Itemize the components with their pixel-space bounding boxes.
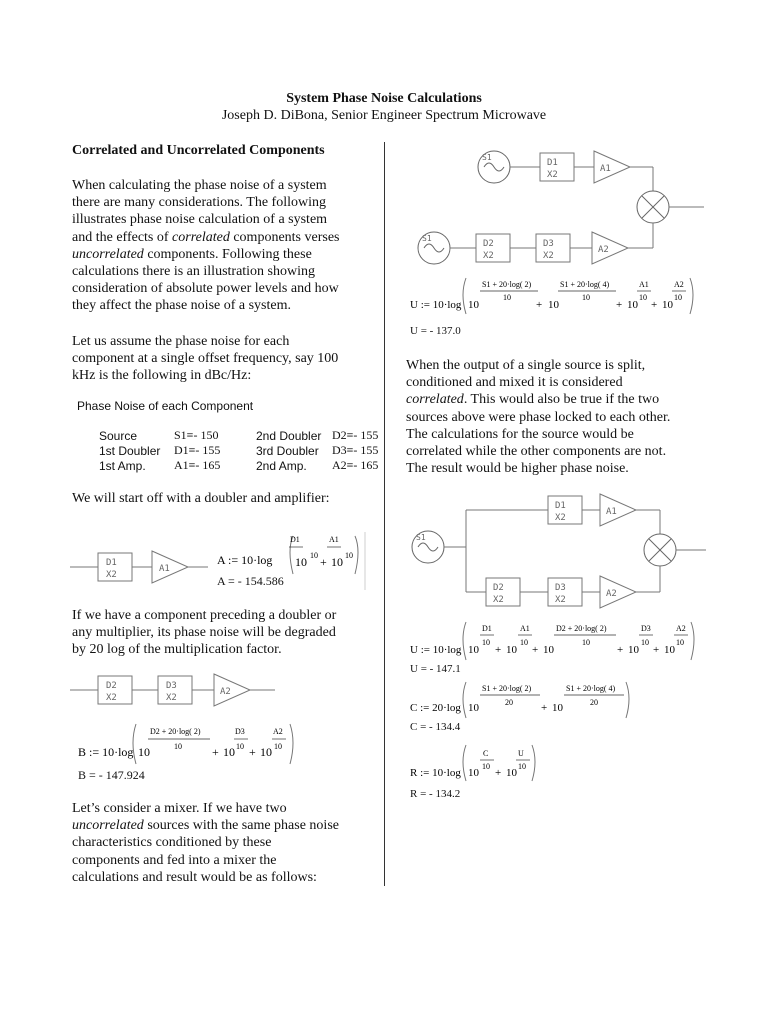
svg-text:S1: S1 (422, 234, 432, 243)
svg-text:10: 10 (138, 745, 150, 759)
svg-text:X2: X2 (543, 251, 554, 261)
svg-text:10: 10 (676, 638, 684, 647)
svg-text:D1: D1 (555, 501, 566, 511)
svg-text:D3: D3 (555, 583, 566, 593)
svg-text:S1 + 20·log( 2): S1 + 20·log( 2) (482, 280, 532, 289)
svg-text:10: 10 (331, 555, 343, 569)
svg-text:D3: D3 (641, 624, 651, 633)
svg-text:10: 10 (236, 742, 244, 751)
diagram-uncorrelated-sources (410, 145, 710, 270)
svg-text:10: 10 (520, 638, 528, 647)
svg-text:+: + (320, 555, 327, 569)
svg-text:10: 10 (310, 551, 318, 560)
table-row: Source S1≡- 150 2nd Doubler D2≡- 155 (99, 428, 379, 443)
svg-text:10: 10 (641, 638, 649, 647)
svg-text:D1: D1 (106, 558, 117, 568)
svg-text:+: + (541, 702, 548, 714)
diagram-d2-d3-a2 (70, 672, 280, 712)
svg-text:U := 10·log: U := 10·log (410, 299, 462, 311)
svg-text:X2: X2 (547, 170, 558, 180)
svg-text:10: 10 (543, 644, 554, 656)
svg-text:D3: D3 (543, 239, 554, 249)
equation-u2-result: U = - 147.1 (410, 663, 461, 675)
svg-text:A1: A1 (639, 280, 649, 289)
svg-text:X2: X2 (483, 251, 494, 261)
svg-text:C: C (483, 749, 489, 758)
svg-text:10: 10 (506, 767, 517, 779)
equation-c-graphic (410, 680, 640, 720)
equation-b (78, 722, 308, 773)
svg-text:S1: S1 (416, 533, 426, 542)
svg-text:S1 + 20·log( 4): S1 + 20·log( 4) (566, 684, 616, 693)
svg-text:10: 10 (662, 299, 673, 311)
svg-text:+: + (495, 767, 502, 779)
svg-text:D2: D2 (106, 681, 117, 691)
svg-text:10: 10 (345, 551, 353, 560)
svg-text:+: + (495, 644, 502, 656)
svg-text:C := 20·log: C := 20·log (410, 702, 461, 714)
svg-text:+: + (653, 644, 660, 656)
svg-text:10: 10 (223, 745, 235, 759)
equation-u-uncorrelated (410, 276, 700, 321)
svg-text:10: 10 (468, 702, 479, 714)
svg-text:10: 10 (295, 555, 307, 569)
svg-text:X2: X2 (555, 595, 566, 605)
svg-text:D1: D1 (290, 535, 300, 544)
svg-text:X2: X2 (555, 513, 566, 523)
svg-text:10: 10 (482, 638, 490, 647)
svg-text:20: 20 (505, 698, 513, 707)
assumption-paragraph: Let us assume the phase noise for each component at a single offset frequency, say 100 kHz is the following in dBc/Hz: (72, 334, 339, 384)
svg-text:B := 10·log: B := 10·log (78, 745, 134, 759)
diagram-doubler-amp (70, 545, 210, 589)
svg-text:X2: X2 (106, 693, 117, 703)
svg-text:A1: A1 (329, 535, 339, 544)
svg-text:A1: A1 (520, 624, 530, 633)
svg-text:10: 10 (468, 644, 479, 656)
intro-paragraph: When calculating the phase noise of a system there are many considerations. The following illustrates phase noise calculation of a system and the effects of correlated components verses uncorrelated components. Following these calculations there is an illustration showing consideration of absolute power levels and how they affect the phase noise of a system. (72, 178, 340, 314)
svg-text:10: 10 (548, 299, 559, 311)
svg-text:10: 10 (582, 638, 590, 647)
correlated-paragraph: When the output of a single source is split, conditioned and mixed it is considered correlated. This would also be true if the two sources above were phase locked to each other. The calculations for the source would be correlated while the other components are not. The result would be higher phase noise. (406, 358, 671, 477)
equation-b-result: B = - 147.924 (78, 768, 145, 782)
svg-text:R := 10·log: R := 10·log (410, 767, 461, 779)
startoff-text: We will start off with a doubler and amplifier: (72, 491, 330, 506)
page-author: Joseph D. DiBona, Senior Engineer Spectrum Microwave (221, 108, 547, 123)
svg-text:10: 10 (468, 767, 479, 779)
svg-text:+: + (212, 745, 219, 759)
mixer-paragraph: Let’s consider a mixer. If we have two uncorrelated sources with the same phase noise characteristics conditioned by these components and fed into a mixer the calculations and result would be as follows: (72, 801, 339, 885)
phase-noise-table (99, 428, 378, 473)
equation-r-graphic (410, 743, 550, 783)
svg-text:X2: X2 (166, 693, 177, 703)
svg-text:D3: D3 (166, 681, 177, 691)
table-title: Phase Noise of each Component (77, 399, 254, 413)
svg-text:10: 10 (627, 299, 638, 311)
svg-text:10: 10 (274, 742, 282, 751)
column-divider (384, 142, 385, 886)
svg-text:10: 10 (174, 742, 182, 751)
svg-text:A2: A2 (606, 589, 617, 599)
diagram-correlated-source (410, 492, 710, 612)
svg-text:A1: A1 (606, 507, 617, 517)
equation-u-correlated (410, 620, 700, 667)
equation-c-result: C = - 134.4 (410, 721, 461, 733)
svg-text:A := 10·log: A := 10·log (217, 553, 273, 567)
svg-text:D2 + 20·log( 2): D2 + 20·log( 2) (150, 727, 201, 736)
svg-text:+: + (617, 644, 624, 656)
svg-text:10: 10 (260, 745, 272, 759)
svg-text:D1: D1 (482, 624, 492, 633)
svg-text:S1 + 20·log( 2): S1 + 20·log( 2) (482, 684, 532, 693)
svg-text:D1: D1 (547, 158, 558, 168)
equation-c (410, 680, 640, 725)
svg-text:U := 10·log: U := 10·log (410, 644, 462, 656)
equation-r-result: R = - 134.2 (410, 788, 461, 800)
svg-text:A1: A1 (159, 564, 170, 574)
svg-text:10: 10 (482, 762, 490, 771)
multiplier-paragraph: If we have a component preceding a doubler or any multiplier, its phase noise will be degraded by 20 log of the multiplication factor. (72, 608, 337, 658)
svg-text:S1 + 20·log( 4): S1 + 20·log( 4) (560, 280, 610, 289)
table-row: 1st Amp. A1≡- 165 2nd Amp. A2≡- 165 (99, 458, 379, 473)
equation-u1-result: U = - 137.0 (410, 325, 461, 337)
svg-text:20: 20 (590, 698, 598, 707)
svg-text:A2: A2 (674, 280, 684, 289)
svg-text:D3: D3 (235, 727, 245, 736)
svg-text:X2: X2 (106, 570, 117, 580)
equation-r (410, 743, 550, 788)
svg-text:D2 + 20·log( 2): D2 + 20·log( 2) (556, 624, 607, 633)
table-row: 1st Doubler D1≡- 155 3rd Doubler D3≡- 155 (99, 443, 379, 458)
svg-text:10: 10 (518, 762, 526, 771)
svg-text:10: 10 (664, 644, 675, 656)
svg-text:D2: D2 (483, 239, 494, 249)
svg-text:D2: D2 (493, 583, 504, 593)
section-heading: Correlated and Uncorrelated Components (72, 143, 325, 158)
svg-text:10: 10 (628, 644, 639, 656)
svg-text:10: 10 (674, 293, 682, 302)
page-title: System Phase Noise Calculations (286, 91, 482, 106)
svg-text:+: + (616, 299, 623, 311)
equation-a-result: A = - 154.586 (217, 574, 284, 588)
svg-text:10: 10 (552, 702, 563, 714)
svg-text:+: + (532, 644, 539, 656)
svg-text:10: 10 (639, 293, 647, 302)
svg-text:+: + (651, 299, 658, 311)
svg-text:10: 10 (582, 293, 590, 302)
equation-u1-graphic (410, 276, 700, 316)
equation-u2-graphic (410, 620, 700, 662)
equation-b-graphic (78, 722, 308, 768)
svg-text:A2: A2 (220, 687, 231, 697)
svg-text:10: 10 (506, 644, 517, 656)
svg-text:S1: S1 (482, 153, 492, 162)
svg-text:+: + (536, 299, 543, 311)
svg-text:A1: A1 (600, 164, 611, 174)
svg-text:U: U (518, 749, 524, 758)
svg-text:A2: A2 (676, 624, 686, 633)
svg-text:10: 10 (468, 299, 479, 311)
svg-text:A2: A2 (598, 245, 609, 255)
svg-text:+: + (249, 745, 256, 759)
svg-text:A2: A2 (273, 727, 283, 736)
svg-text:X2: X2 (493, 595, 504, 605)
svg-text:10: 10 (503, 293, 511, 302)
